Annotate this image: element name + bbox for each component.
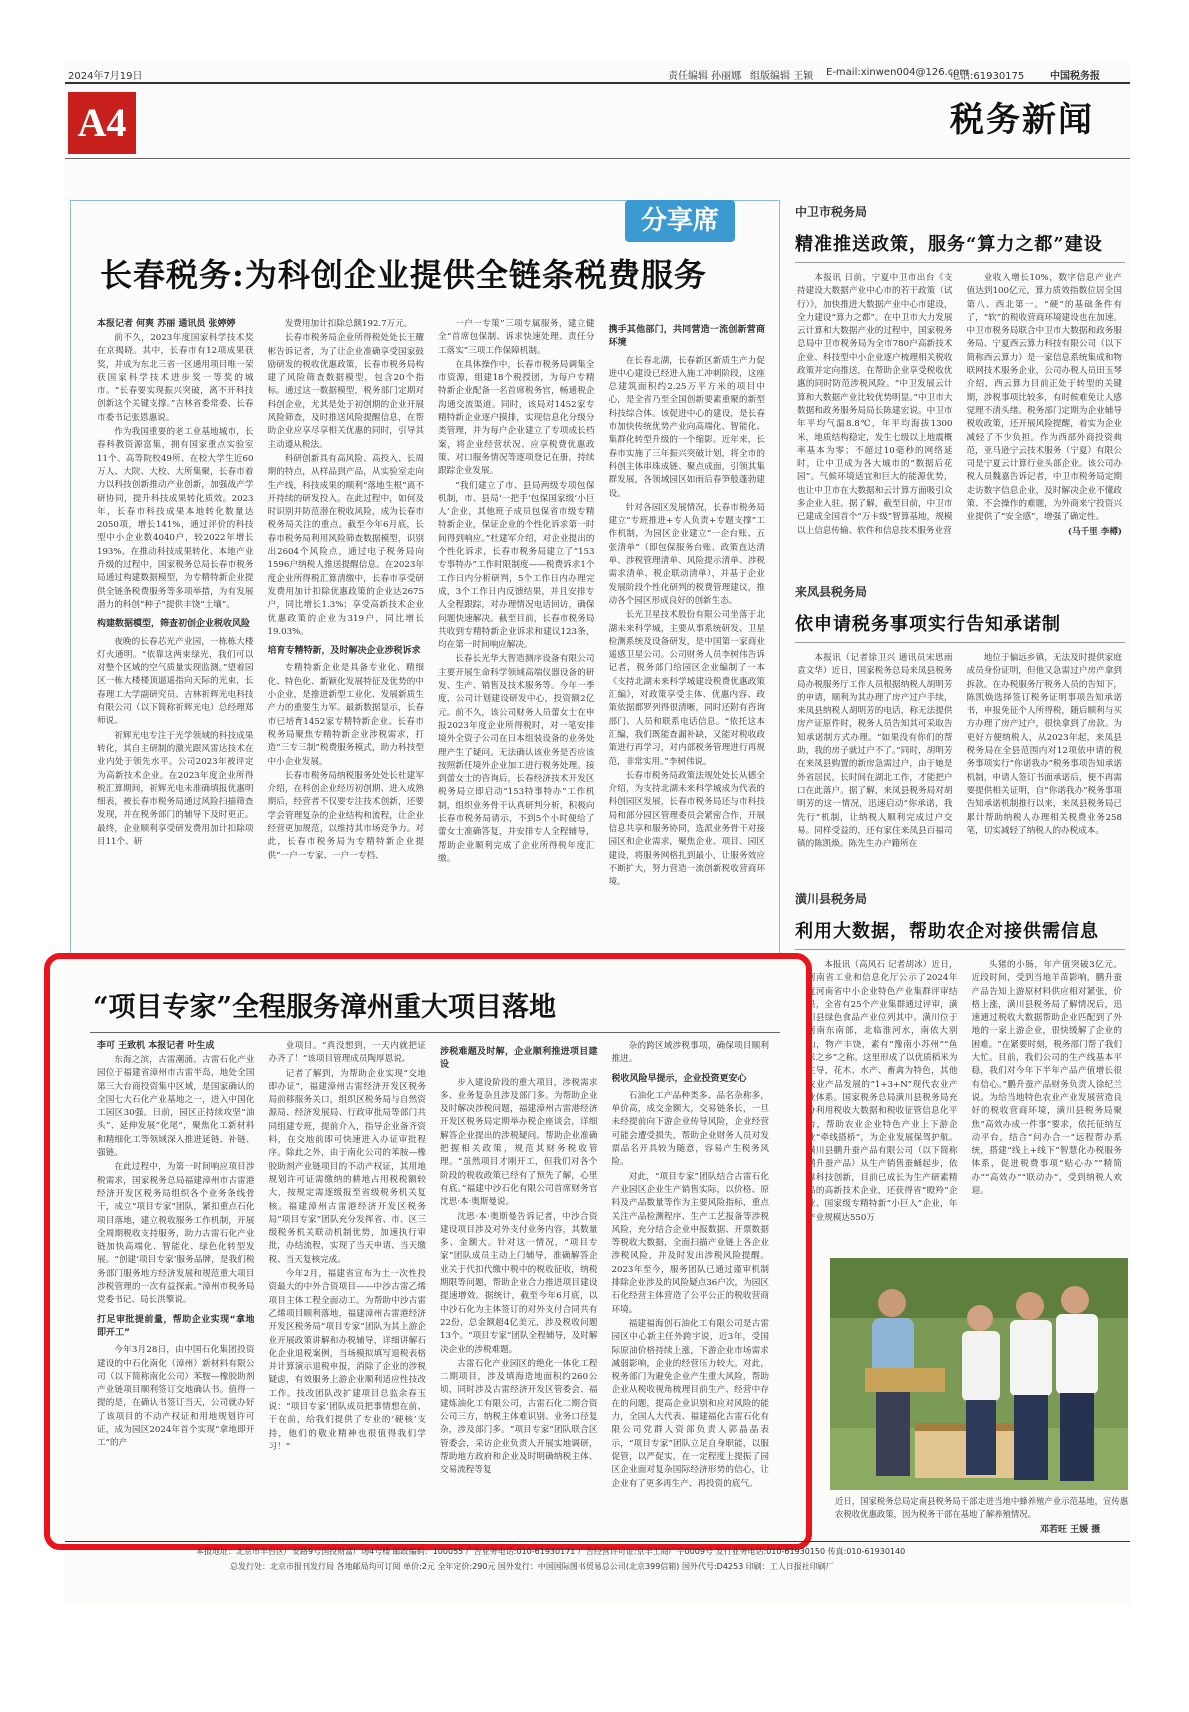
paragraph: 对此，“项目专家”团队结合古雷石化产业园区企业生产销售实际，以价格、原料及产品数量等作为主要风险指标，重点关注产品检测程序、生产工艺报备等涉税风险，充分结合企业申报数据、开票数据等税收大数据，全面扫描产业链上各企业涉税风险，并及时发出涉税风险提醒。2023年至今，服务团队已通过谨审机制排除企业涉及的风险疑点36户次，为园区石化经营主体营造了公平公正的税收营商环境。 [611, 1171, 769, 1315]
lead-col-3 [438, 318, 595, 948]
paragraph: 科研创新具有高风险、高投入、长周期的特点，从样品到产品，从实验室走向生产线，科技成果的顺利“落地生根”离不开持续的研发投入。在此过程中，如何及时识别并防范潜在税收风险，成为长春市税务局关注的重点。截至今年6月底，长春市税务局利用风险筛查数据模型，识别出2604个风险点，通过电子税务局向1596户纳税人推送提醒信息。在2023年度企业所得税汇算清缴中，长春市享受研发费用加计扣除优惠政策的企业达2675户，同比增长1.3%；享受高新技术企业优惠政策的企业为319户，同比增长19.03%。 [267, 453, 424, 637]
paragraph: 在长春北湖，长春新区新质生产力促进中心建设已经进入施工冲刺阶段，这座总建筑面积约2.25万平方米的项目中心，是全省乃至全国创新要素重聚的新型科技综合体。该促进中心的建设，是长春市加快传统优势产业向高端化、智能化、集群化转型升级的一个缩影。近年来，长春市实施了三年振兴突破计划，将全市的科创主体串珠成链、聚点成面，引领其集群发展，各领域园区如雨后春笋般蓬勃建设。 [608, 355, 765, 499]
paragraph: 记者了解到，为帮助企业实现“交地即办证”，福建漳州古雷经济开发区税务局前移服务关口，组织区税务局与自然资源局、经济发展局、行政审批局等部门共同组建专班，提前介入，指导企业备齐资料，在交地前即可快速进入办证审批程序。除此之外，由于南化公司的苯胺—橡胶助剂产业链项目的不动产权证，其用地规划许可证需缴纳的耕地占用税税额较大，按规定需逐级报至省级税务机关复核。福建漳州古雷港经济开发区税务局“项目专家”团队充分发挥省、市、区三级税务机关联动机制优势，加速执行审批，办结流程，实现了当天申请、当天缴税、当天复核完成。 [268, 1068, 426, 1265]
section-title: 税务新闻 [950, 100, 1094, 140]
story1-columns [797, 272, 1122, 562]
issue-date: 2024年7月19日 [68, 71, 143, 82]
story1-col-1 [797, 272, 953, 562]
paragraph: 今年2月，福建省宣布为土一次性投资最大的中外合资项目——中沙古雷乙烯项目主体工程全面动工。为帮助中沙古雷乙烯项目顺利落地，福建漳州古雷港经济开发区税务局“项目专家”团队为其上游企业开展政策讲解和办税辅导，详细讲解石化企业退税案例，当场模拟填写退税表格并计算演示退税申报，消除了企业的涉税疑虑，有效服务上游企业顺利适应性技改工作。技改团队改扩建项目总监余春玉说：“项目专家’团队成员把事情想在前、干在前，给我们提供了专业的‘硬核’支持，他们的敬业精神也很值得我们学习！” [268, 1269, 426, 1452]
story3-source: 潢川县税务局 [795, 892, 868, 906]
subheading: 打足审批提前量，帮助企业实现“拿地即开工” [97, 1314, 255, 1338]
footer-rule [65, 1541, 1130, 1542]
footer-line-2: 总发行处：北京市报刊发行局 各地邮局均可订阅 单价:2元 全年定价:290元 国外发行：中国国际图书贸易总公司(北京399信箱) 国外代号:D4253 印刷：工人日报社印刷厂 [230, 1562, 834, 1571]
paragraph: 长春长光华大智造测序设备有限公司主要开展生命科学领域高端仪器设备的研发、生产、销售及技术服务等。今年一季度，公司计划建设研发中心，投资额2亿元。前不久，该公司财务人员蕾女士在申报2023年度企业所得税时，对一笔安排境外全资子公司在日本组装设备的业务处理产生了疑问。无法确认该业务是否应该按照新任境外企业加工进行税务处理。接到蕾女士的咨询后，长春经济技术开发区税务局立即启动“153特事特办”工作机制，组织业务骨干认真研判分析，积极向长春市税务局请示，不到5个小时便给了蕾女士准确答复，并安排专人全程辅导，帮助企业顺利完成了企业所得税年度汇缴。 [438, 654, 595, 864]
paragraph: 长光卫星技术股份有限公司坐落于北湖未来科学城，主要从事系统研发、卫星检测系统及设备研发，是中国第一家商业遥感卫星公司。公司财务人员李树伟告诉记者，税务部门给园区企业编制了一本《支持北湖未来科学城建设税费优惠政策汇编》，对政策享受主体、优惠内容、政策依据都罗列得很清晰，同时还附有咨询部门、人员和联系电话信息。“依托这本汇编，我们既能查漏补缺，又能对税收政策进行再学习，对内部税务管理进行再规范，非常实用。”李树伟说。 [608, 610, 765, 767]
photo-credit: 邓若旺 王媛 摄 [1040, 1525, 1101, 1535]
bottom-col-1 [97, 1040, 255, 1530]
paragraph: 长春市税务局企业所得税处处长王耀彬告诉记者，为了让企业准确享受国家鼓励研发的税收优惠政策，长春市税务局构建了风险筛查数据模型，包含20个指标。通过这一数据模型，税务部门定期对科创企业，尤其是处于初创期的企业开展风险筛查，及时推送风险提醒信息，在帮助企业应享尽享相关优惠的同时，引导其主动遵从税法。 [267, 333, 424, 450]
email: E-mail:xinwen004@126.com [826, 67, 970, 78]
paragraph: 祈辉光电专注于光学领域的科技成果转化，其自主研制的激光跟风雷达技术在业内处于领先水平。公司2023年被评定为高新技术企业。在2023年度企业所得税汇算期间，祈辉光电未准确填报优惠明细表，被长春市税务局通过风险扫描筛查发现，并在税务部门的辅导下及时更正。最终，企业顺利享受研发费用加计扣除项目11个、研 [97, 730, 254, 847]
paragraph: 头猪的小肠，年产值突破3亿元。近段时间，受到当地羊苗影响，鹏升蚕产品告知上游原材料供应相对紧张，价格上涨，潢川县税务局了解情况后，迅速通过税收大数据帮助企业匹配到了外地的一家上游企业，很快缓解了企业的困难。“在紧要时刻，税务部门帮了我们大忙。目前，我们公司的生产线基本平稳，我们对今年下半年产品产值增长很有信心。”鹏升蚕产品财务负责人徐纪兰说。为给当地特色农业产业发展营造良好的税收营商环境，潢川县税务局聚焦“高效办成一件事”要求，依托征纳互动平台，结合“问办合一”远程帮办系统，搭建“线上+线下”智慧化办税服务体系，促进税费事项“贴心办”“精简办”“高效办”“联动办”，受到纳税人欢迎。 [971, 960, 1122, 1197]
header-rule [65, 82, 1130, 84]
paragraph: 长春市税务局纳税服务处处长杜建军介绍，在科创企业经历初创期、进入成熟期后，经营者不仅要专注技术创新，还要学会管理复杂的企业结构和流程，让企业经营更加规范，以维持其市场竞争力。对此，长春市税务局为专精特新企业提供“一户一专家、一户一专档、 [267, 770, 424, 861]
story2-headline: 依申请税务事项实行告知承诺制 [795, 614, 1061, 635]
paragraph: 业项目。“真没想到，一天内就把证办齐了！”该项目管理成员陶厚恩说。 [268, 1041, 426, 1065]
paragraph: “我们建立了市、县局两级专项包保机制，市、县局‘一把手’包保国家级‘小巨人’企业，其他班子成员包保省市级专精特新企业，保证企业的个性化诉求第一时间得到响应。”杜建军介绍，对企业提出的个性化诉求，长春市税务局建立了“153专事特办”工作时限制度——税费诉求1个工作日内分析研判，5个工作日内办理完成，3个工作日内反馈结果，并且安排专人全程跟踪，对办理情况电话回访，确保问题快速解决。截至目前，长春市税务局共收到专精特新企业诉求和建议123条，均在第一时间响应解决。 [438, 480, 595, 651]
story3-columns [807, 959, 1122, 1249]
paragraph: 发费用加计扣除总额192.7万元。 [284, 319, 413, 329]
paragraph: 石油化工产品种类多、品名杂称多，单价高，成交金额大，交易链条长，一旦未经提前向下游企业传导风险，企业经营可能会遭受损失，帮助企业财务人员对发票品名开具较为随意，容易产生税务风险。 [611, 1090, 769, 1168]
paragraph: 地位于偏远乡镇，无法及时提供家庭成员身份证明，但他又急需过户房产拿到拆款。在办税服务厅税务人员的告知下，陈凯焕选择签订税务证明事项告知承诺书，申报免征个人所得税，随后顺利与买方办理了房产过户，很快拿到了房款。为更好方便纳税人，从2023年起，来凤县税务局在全县范围内对12项依申请的税务事项实行“你诺我办”税务事项告知承诺机制，申请人签订书面承诺后，便不再需要提供相关证明，自“你诺我办”税务事项告知承诺机制推行以来，来凤县税务局已累计帮助纳税人办理相关税费业务258笔，切实减轻了纳税人的办税成本。 [966, 653, 1122, 836]
byline-signature: (马千里 李樽) [1067, 526, 1122, 537]
paper-name: 中国税务报 [1050, 71, 1100, 82]
story3-rule [795, 949, 1125, 950]
story2-rule [795, 642, 1125, 643]
lead-col-4 [609, 318, 766, 948]
bottom-col-2 [269, 1040, 427, 1530]
paragraph: 专精特新企业是具备专业化、精细化、特色化、新颖化发展特征及优势的中小企业，是推进新型工业化、发展新质生产力的重要生力军。最新数据显示，长春市已培育1452家专精特新企业。长春市税务局聚焦专精特新企业涉税需求，打造“三专三制”税费服务模式，助力科技型中小企业发展。 [267, 663, 424, 767]
lead-col-1 [97, 318, 254, 948]
lead-col-2 [268, 318, 425, 948]
subheading: 构建数据模型，筛查初创企业税收风险 [97, 619, 251, 630]
paragraph: 前不久，2023年度国家科学技术奖在京揭晓。其中，长春市有12项成果获奖，并成为东北三省一区通用项目唯一荣获国家科学技术进步奖一等奖的城市。“长春要实现振兴突破，离不开科技创新这个关键支撑。”吉林省委常委、长春市委书记张恩惠说。 [97, 333, 254, 423]
layout-editor: 组版编辑 王颖 [750, 71, 814, 82]
story2-col-1 [797, 652, 953, 887]
bottom-byline: 李可 王致机 本报记者 叶生成 [97, 1041, 215, 1051]
paragraph: 业收入增长10%，数字信息产业产值达到100亿元，算力质效指数位居全国第八、西北第一。“硬”的基础条件有了，“软”的税收营商环境建设也在加速。中卫市税务局联合中卫市大数据和政务服务局、宁夏西云算力科技有限公司（以下简称西云算力）是一家信息系统集成和物联网技术服务企业，公司办税人员田玉琴介绍，西云算力目前正处于转型的关键期，涉税事项比较多，有时候难免让人感觉理不清头绪。税务部门定期为企业辅导税收政策，还开展风险提醒，着实为企业减轻了不少负担。作为西部外商投资典范，亚马逊宁云技术服务（宁夏）有限公司是宁夏云计算行业头部企业。该公司办税人员魏嘉告诉记者，中卫市税务局定期走访数字信息企业，及时解决企业不懂政策、不会操作的难题，为外商来宁投资兴业提供了“安全感”，增强了确定性。 [966, 273, 1122, 523]
paragraph: 在具体操作中，长春市税务局调集全市资源，组建18个税授团，为每户专精特新企业配备一名首席税务官，畅通税企沟通交流渠道。同时，该局对1452家专精特新企业逐户摸排，实现信息化分级分类管理，并为每户企业建立了专项成长档案，将企业经营状况、应享税费优惠政策、对口服务情况等逐项登记在册，持续跟踪企业发展。 [438, 359, 595, 477]
story2-source: 来凤县税务局 [795, 585, 868, 599]
paragraph: 长春市税务局政策法规处处长从德全介绍，为支持北湖未来科学城成为代表的科创园区发展，长春市税务局还与市科技局和部分园区管理委员会紧密合作，开展信息共享和服务协同，选派业务骨干对接园区和企业需求，聚焦企业、项目、园区建设，将服务网格扎到最小，让服务效应不断扩大，努力营造一流创新税收营商环境。 [608, 770, 765, 888]
lead-headline: 长春税务:为科创企业提供全链条税费服务 [100, 256, 707, 294]
column-badge: 分享席 [625, 200, 735, 242]
paragraph: 东海之滨，古雷潮涌。古雷石化产业园位于福建省漳州市古雷半岛，地处全国第三大台商投资集中区域，是国家确认的全国七大石化产业基地之一，进入中国化工园区30强。日前，园区正持续攻坚“油头”、延伸发展“化尾”，聚焦化工新材料和精细化工等领域深入推进延链、补链、强链。 [97, 1055, 255, 1159]
lead-byline: 本报记者 何爽 苏丽 通讯员 张婷婷 [97, 319, 236, 329]
bottom-columns [97, 1040, 769, 1530]
paragraph: 本报讯（记者徐卫兴 通讯员宋思雨 袁文华）近日，国家税务总局来凤县税务局办税服务厅工作人员根据纳税人胡明芳的申请，顺利为其办理了房产过户手续，来凤县纳税人胡明芳的电话，称无法提供房产证原件时，税务人员告知其可采取告知承诺制方式办理。“如果没有你们的帮助，我的房子就过户不了。”同时，胡明芳在来凤县购置的新房急需过户，由于她是外省居民，长时间在湖北工作，才能把户口在此落户。据了解，来凤县税务局对胡明芳的这一情况，迅速启动“你承诺，我先行”机制，让纳税人顺利完成过户交易。同样受益的，还有家住来凤县百福司镇的陈凯焕。陈先生办户籍所在 [797, 653, 953, 850]
story3-headline: 利用大数据，帮助农企对接供需信息 [795, 921, 1099, 942]
paragraph: 一户一专策”三项专属服务，建立健全“首席包保制、诉求快速处理、责任分工落实”三项工作保障机制。 [438, 319, 595, 356]
bottom-col-3 [440, 1040, 598, 1530]
photo-caption: 近日，国家税务总局定南县税务局干部走进当地中蜂养殖产业示范基地，宣传惠农税收优惠政策，因为税务干部在基地了解养殖情况。 [835, 1496, 1129, 1519]
bottom-headline: “项目专家”全程服务漳州重大项目落地 [93, 992, 557, 1023]
bottom-col-4 [612, 1040, 770, 1530]
paragraph: 针对各园区发展情况，长春市税务局建立“专班推进+专人负责+专题支撑”工作机制，为园区企业建立“一企台账、五张清单”（即包保服务台账、政策直达清单、涉税管理清单、风险提示清单、涉税需求清单、税企联动清单），并基于企业发展阶段个性化研判的税费管理建议，推动各个园区形成良好的创新生态。 [608, 502, 765, 606]
paragraph: 古雷石化产业园区的绝化一体化工程二期项目，涉及填海造地面积约260公顷，同时涉及古雷经济开发区管委会、福建炼油化工有限公司，古雷石化二期合资公司三方，纳税主体难识别、业务口径复杂，涉及部门多。“项目专家”团队联合区管委会，采访企业负责人开展实地调研，帮助地方政府和企业及时明确纳税主体、交易流程等复 [440, 1358, 598, 1476]
story2-columns [797, 652, 1122, 887]
story1-rule [795, 262, 1125, 263]
beekeeping-photo [830, 1258, 1128, 1490]
page-number: A4 [68, 92, 136, 154]
story1-headline: 精准推送政策，服务“算力之都”建设 [795, 234, 1103, 255]
paragraph: 今年3月28日，由中国石化集团投资建设的中石化南化（漳州）新材料有限公司（以下简称南化公司）苯胺—橡胶助剂产业链项目顺利签订交地确认书。值得一提的是，在确认书签订当天，公司就办好了该项目的不动产权证和用地规划许可证，成为园区2024年首个实现“拿地即开工”的产 [97, 1345, 255, 1449]
paragraph: 沈思·本·奥斯曼告诉记者，中沙合资建设项目涉及对外支付业务内容，其数量多、金额大。针对这一情况，“项目专家”团队成员主动上门辅导，准确解答企业关于代扣代缴中税中的税收征收，纳税期限等问题，帮助企业合力推进项目建设提速增效。据统计，截至今年6月底，以中沙石化为主体签订的对外支付合同共有22份，总金额超4亿美元，涉及税收问题13个。“项目专家”团队全程辅导，及时解决企业的涉税难题。 [440, 1211, 598, 1355]
paragraph: 本报讯（高风石 记者胡冰）近日，河南省工业和信息化厅公示了2024年度河南省中小企业特色产业集群评审结果，全省有25个产业集群通过评审，潢川县绿色食品产业位列其中。潢川位于河南东南部，北临淮河水，南依大别山，物产丰饶，素有“豫南小苏州”“鱼米之乡”之称。这里形成了以优质稻米为主导，花木、水产、畜禽为特色，其他农业产品发展的“1+3+N”现代农业产业体系。国家税务总局潢川县税务局充分利用税收大数据和税收征管信息化平台，帮助农业企业特色产业上下游企业“牵线搭桥”，为企业发展保驾护航。潢川县鹏升蚕产品有限公司（以下简称鹏升蚕产品）从生产销售蚕蛹起步，依靠科技创新，目前已成长为生产研素精品的高新技术企业，还获得省“瞪羚”企业、国家级专精特新“小巨人”企业，年产业规模达550万 [807, 960, 958, 1223]
subheading: 携手其他部门，共同营造一流创新营商环境 [608, 325, 765, 349]
lead-columns [97, 318, 765, 948]
story1-col-2 [967, 272, 1123, 562]
subheading: 税收风险早提示，企业投资更安心 [611, 1073, 747, 1084]
story3-col-2 [972, 959, 1123, 1249]
footer-line-1: 本报地址：北京市丰台区广安路9号国投财富广场4号楼 邮政编码：100055 广告业务电话:010-61930171 广告经营许可证:京丰工商广字0009号 发行业务电话:010-61930150 传真:010-61930140 [196, 1547, 906, 1556]
subheading: 培育专精特新，及时解决企业涉税诉求 [267, 646, 421, 657]
paragraph: 夜晚的长春芯光产业园，一栋栋大楼灯火通明。“依靠这两束绿光，我们可以对整个区域的空气质量实现监测。”望着园区一栋大楼楼顶逼遥指向天际的光束，长春理工大学副研究员、吉林祈辉光电科技有限公司（以下简称祈辉光电）总经理郑师说。 [97, 636, 254, 727]
story3-col-1 [807, 959, 958, 1249]
paragraph: 在此过程中，为第一时间响应项目涉税需求，国家税务总局福建漳州市古雷港经济开发区税务局组织各个业务条线骨干，成立“项目专家”团队，紧扣重点石化项目落地，建立税收服务工作机制，开展全周期税收支持服务，助力古雷石化产业链加快高端化、智能化、绿色化转型发展。“创建‘项目专家’服务品牌，是我们税务部门服务地方经济发展和规范重大项目涉税管理的一次有益探索。”漳州市税务局党委书记、局长洪擎说。 [97, 1162, 255, 1306]
subheading: 涉税难题及时解，企业顺利推进项目建设 [440, 1047, 598, 1071]
story1-source: 中卫市税务局 [795, 205, 868, 219]
story2-col-2 [967, 652, 1123, 887]
paragraph: 步入建设阶段的重大项目，涉税需求多、业务复杂且涉及部门多。为帮助企业及时解决涉税问题，福建漳州古雷港经济开发区税务局定期举办税企座谈会，详细解答企业提出的涉税疑问。帮助企业准确把握相关政策，规范其财务税收管理。“虽然项目才刚开工，但我们对各个阶段的税收政策已经有了预先了解，心里有底。”福建中沙石化有限公司首席财务官沈思·本·奥斯曼说。 [440, 1077, 598, 1208]
header-rule-bottom [65, 158, 1130, 159]
paragraph: 杂的跨区域涉税事项，确保项目顺利推进。 [611, 1041, 769, 1065]
paragraph: 作为我国重要的老工业基地城市，长春科教资源富集，拥有国家重点实验室11个、高等院校49所、在校大学生近60万人、大院、大校、大所集聚，长春市着力以科技创新推动产业创新，加强战产学研协同，提升科技成果转化质效。2023年，长春市科技成果本地转化数量达2050项，增长141%，通过评价的科技型中小企业数4040户，较2022年增长193%。在推动科技成果转化、本地产业升级的过程中，国家税务总局长春市税务局通过构建数据模型，为专精特新企业提供全链条税费服务等多项举措，为有发展潜力的科创“种子”提供丰饶“土壤”。 [97, 427, 254, 610]
responsible-editor: 责任编辑 孙丽娜 [668, 71, 742, 82]
paragraph: 福建福海创石油化工有限公司是古雷园区中心新主任外跨宇说，近3年，受国际原油价格持续上涨，下游企业市场需求减弱影响，企业的经营压力较大。对此，税务部门为避免企业产生重大风险，帮助企业从税收视角梳理目前生产、经营中存在的问题，提高企业识别和应对风险的能力，全国人大代表、福建福化古雷石化有限公司党群人资部负责人郭晶晶表示，“项目专家”团队立足自身职能，以服促管，以严促实，在一定程度上提振了园区企业面对复杂国际经济形势的信心，让企业有了更多再生产、再投资的底气。 [611, 1318, 769, 1489]
phone: 电话:61930175 [950, 71, 1025, 82]
bottom-rule [90, 1032, 780, 1033]
paragraph: 本报讯 日前，宁夏中卫市出台《支持建设大数据产业中心市的若干政策（试行）》，加快推进大数据产业中心市建设，全力建设“算力之都”。在中卫市大力发展云计算和大数据产业的过程中，国家税务总局中卫市税务局为全市780户高新技术企业、科技型中小企业逐户梳理相关税收政策并定向推送，在帮助企业享受税收优惠的同时防范涉税风险。“中卫发展云计算和大数据产业比较优势明显。”中卫市大数据和政务服务局局长陈建宏说。中卫市年平均气温8.8℃，年平均海拔1300米，地质结构稳定，发生七级以上地震概率基本为零；不超过10毫秒的网络延时，让中卫成为各大城市的“数据后花园”。气候环境适宜和巨大的能源优势，也让中卫市在大数据和云计算方面吸引众多企业入驻。据了解，截至目前，中卫市已建成全国首个“万卡级”智算基地，规模以上信息传输、软件和信息技术服务业营 [797, 273, 953, 536]
